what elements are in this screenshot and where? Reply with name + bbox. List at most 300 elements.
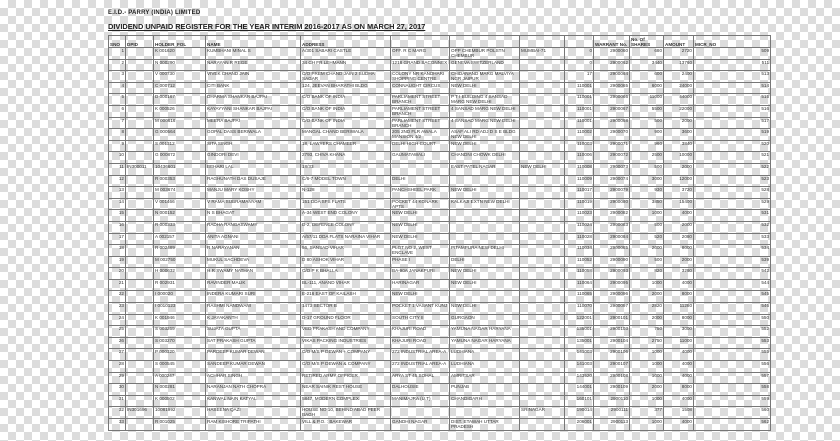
table-cell: 517: [694, 117, 771, 129]
table-cell: SRINAGAR: [520, 407, 565, 419]
table-cell: R NARAYANAN: [206, 245, 301, 257]
table-cell: [126, 337, 154, 349]
table-cell: RETIRED ARMY OFFICER: [301, 372, 391, 384]
table-cell: 500: [630, 221, 664, 233]
table-row: [109, 210, 771, 222]
table-cell: 529: [694, 198, 771, 210]
table-cell: 8000: [664, 314, 694, 326]
table-cell: ANITA AGNANI: [206, 233, 301, 245]
table-cell: C/O M/S P DEWAN + COMPANY: [301, 349, 391, 361]
table-cell: S 001312: [154, 140, 206, 152]
table-cell: 3720: [664, 187, 694, 199]
table-cell: 4000: [664, 279, 694, 291]
column-header: [391, 36, 450, 48]
table-cell: 32: [109, 407, 126, 419]
table-row: [109, 337, 771, 349]
table-row: [109, 221, 771, 233]
table-cell: RAM KISHORE TRIPATHI: [206, 419, 301, 431]
table-cell: SUJATA GUPTA: [206, 326, 301, 338]
table-cell: 2900079: [594, 187, 630, 199]
table-cell: 110058: [565, 268, 594, 280]
table-cell: 11: [109, 163, 126, 175]
table-cell: A 002157: [154, 233, 206, 245]
table-cell: 545: [694, 291, 771, 303]
table-cell: [391, 407, 450, 419]
table-cell: ACHHAR SINGH: [206, 372, 301, 384]
table-cell: [126, 395, 154, 407]
table-cell: 557: [694, 372, 771, 384]
table-cell: HARINAGAR: [391, 279, 450, 291]
table-row: [109, 384, 771, 396]
table-cell: 2000: [630, 314, 664, 326]
table-cell: 151 DDA SFS FLATS: [301, 198, 391, 210]
table-cell: 34 CH FR LEHMANN: [301, 59, 391, 71]
table-cell: 122001: [565, 314, 594, 326]
table-cell: 6000: [630, 82, 664, 94]
table-cell: PHASE I: [391, 256, 450, 268]
table-cell: 20: [109, 268, 126, 280]
table-cell: 110023: [565, 210, 594, 222]
table-cell: NARAYAN R REGE: [206, 59, 301, 71]
table-cell: 2750: [630, 337, 664, 349]
table-row: [109, 314, 771, 326]
table-cell: [520, 94, 565, 106]
table-cell: 4: [109, 82, 126, 94]
table-row: [109, 187, 771, 199]
table-cell: MUKUL SACHDEVA: [206, 256, 301, 268]
table-cell: 272 INDUSTRIAL AREA-A: [391, 361, 450, 373]
table-cell: 2900107: [594, 361, 630, 373]
table-cell: 3000: [664, 326, 694, 338]
table-cell: 520: [630, 233, 664, 245]
table-cell: 2900062: [594, 59, 630, 71]
table-cell: 3600: [664, 129, 694, 141]
table-cell: [126, 129, 154, 141]
table-cell: [520, 419, 565, 431]
column-header: SNO: [109, 36, 126, 48]
table-cell: 4000: [664, 372, 694, 384]
table-cell: 110019: [565, 198, 594, 210]
table-cell: 144001: [565, 384, 594, 396]
table-cell: 28: [109, 361, 126, 373]
table-cell: OPP CHEMBUR POLSTN CHEMBUR: [450, 48, 520, 60]
table-cell: N S BHAGAT: [206, 210, 301, 222]
table-cell: 2900093: [594, 268, 630, 280]
table-cell: [520, 105, 565, 117]
table-cell: 520: [694, 140, 771, 152]
table-cell: C/O M/S P DEWAN & COMPANY: [301, 361, 391, 373]
table-cell: 546: [694, 303, 771, 315]
table-cell: 519: [694, 129, 771, 141]
table-cell: [520, 71, 565, 83]
table-cell: VILL & P.O. : BAKEWAR: [301, 419, 391, 431]
table-cell: [450, 291, 520, 303]
table-cell: 160101: [565, 395, 594, 407]
table-cell: 4000: [664, 210, 694, 222]
table-cell: 533: [694, 233, 771, 245]
table-cell: A 000247: [154, 372, 206, 384]
table-cell: 2900090: [594, 256, 630, 268]
table-cell: 2900068: [594, 117, 630, 129]
table-cell: EAST PATEL NAGAR: [450, 163, 520, 175]
table-cell: DHARMA SHANKAR BAJPAI: [206, 94, 301, 106]
table-cell: K JAYAKANTH: [206, 314, 301, 326]
table-cell: 110070: [565, 303, 594, 315]
table-cell: CHIDANAND MARG MALVIYA NGR JAIPUR: [450, 71, 520, 83]
table-cell: [520, 59, 565, 71]
table-cell: 515: [694, 94, 771, 106]
table-cell: [126, 419, 154, 431]
table-cell: 135001: [565, 337, 594, 349]
table-cell: 24: [109, 314, 126, 326]
table-cell: POCKET 1 VASANT KUNJ: [391, 303, 450, 315]
table-cell: 550: [694, 314, 771, 326]
table-cell: DELHI HIGH COURT: [391, 140, 450, 152]
table-cell: [450, 221, 520, 233]
table-cell: GURGAON: [450, 314, 520, 326]
table-cell: A/57/11 DDA FLATS NARAINA VIHAR: [301, 233, 391, 245]
table-row: [109, 326, 771, 338]
table-cell: N 000152: [154, 210, 206, 222]
table-cell: [126, 361, 154, 373]
table-cell: C/O BANK OF INDIA: [301, 94, 391, 106]
table-cell: 110003: [565, 140, 594, 152]
table-cell: 555: [694, 349, 771, 361]
table-cell: [520, 326, 565, 338]
table-row: [109, 71, 771, 83]
table-cell: 15400: [664, 198, 694, 210]
table-cell: [126, 291, 154, 303]
table-cell: R 001025: [154, 419, 206, 431]
table-cell: D-2, DEFENCE COLONY: [301, 221, 391, 233]
table-cell: OFF. R C MARG: [391, 48, 450, 60]
table-cell: 3000: [630, 175, 664, 187]
table-cell: 562: [694, 419, 771, 431]
table-cell: 33: [109, 419, 126, 431]
table-cell: A/301 SABARI CASTLE: [301, 48, 391, 60]
table-cell: 553: [694, 337, 771, 349]
table-cell: 2793, CHIVA KHANA: [301, 152, 391, 164]
table-cell: NEW DELHI: [450, 140, 520, 152]
table-cell: [450, 407, 520, 419]
table-cell: K 001946: [154, 314, 206, 326]
table-cell: 8000: [664, 291, 694, 303]
table-cell: 17: [565, 71, 594, 83]
table-cell: [520, 129, 565, 141]
table-cell: 2900097: [594, 303, 630, 315]
table-cell: [520, 303, 565, 315]
table-cell: GANDHI NAGAR: [391, 419, 450, 431]
table-cell: 509: [694, 48, 771, 60]
table-cell: 1: [109, 48, 126, 60]
table-cell: 6: [109, 105, 126, 117]
table-row: [109, 175, 771, 187]
table-cell: [126, 59, 154, 71]
table-cell: 1000: [630, 279, 664, 291]
table-cell: 18, LAWYERS CHAMBER: [301, 140, 391, 152]
table-cell: 135001: [565, 326, 594, 338]
table-cell: 110008: [565, 163, 594, 175]
table-cell: 206001: [565, 419, 594, 431]
table-cell: DELHI: [450, 256, 520, 268]
table-cell: 2000: [630, 384, 664, 396]
table-cell: NEW DELHI: [391, 291, 450, 303]
register-document: [108, 10, 770, 431]
table-cell: 10: [109, 152, 126, 164]
table-cell: 531: [694, 210, 771, 222]
table-cell: DELHI: [391, 175, 450, 187]
table-cell: [126, 279, 154, 291]
company-name: E.I.D.- PARRY (INDIA) LIMITED: [108, 10, 201, 16]
column-header: [520, 36, 565, 48]
table-cell: CHANDNI CHOWK DELHI: [450, 152, 520, 164]
table-cell: 558: [694, 384, 771, 396]
table-cell: [520, 337, 565, 349]
table-cell: 2900103: [594, 326, 630, 338]
table-cell: 680: [630, 48, 664, 60]
table-cell: C/O BANK OF INDIA: [301, 105, 391, 117]
table-cell: RAGHUNATH DAS DUSAJE: [206, 175, 301, 187]
table-cell: C/O PREM CHAND JAIN 2 SUDHA SAGAR: [301, 71, 391, 83]
table-cell: [126, 175, 154, 187]
table-cell: 22000: [664, 105, 694, 117]
table-cell: PUNJAB: [450, 384, 520, 396]
table-cell: 2900072: [594, 152, 630, 164]
table-row: [109, 129, 771, 141]
table-cell: 534: [694, 245, 771, 257]
table-cell: NEW DELHI: [450, 303, 520, 315]
table-cell: GAUMATAWALI: [391, 152, 450, 164]
table-cell: 3840: [664, 140, 694, 152]
table-cell: R 002489: [154, 245, 206, 257]
table-cell: [126, 314, 154, 326]
table-cell: K 000502: [154, 395, 206, 407]
column-header: No. Of SHARES: [630, 36, 664, 48]
table-row: [109, 140, 771, 152]
table-cell: 556: [694, 361, 771, 373]
column-header: [565, 36, 594, 48]
table-cell: 500: [630, 117, 664, 129]
table-cell: 18/33: [301, 163, 391, 175]
table-cell: YAMUNA NAGAR HARYANA: [450, 326, 520, 338]
table-cell: HOUSE NO 10, BEHIND ABAD PEER BAGH: [301, 407, 391, 419]
table-row: [109, 372, 771, 384]
table-cell: [126, 71, 154, 83]
table-cell: 30: [109, 384, 126, 396]
table-cell: 205 2ND FLR AWALA MANSION 4/2: [391, 129, 450, 141]
table-cell: 110017: [565, 187, 594, 199]
table-cell: A-34 WEST END COLONY: [301, 210, 391, 222]
table-row: [109, 117, 771, 129]
table-row: [109, 291, 771, 303]
table-cell: [126, 326, 154, 338]
table-cell: VED PRAKASH AND COMPANY: [301, 326, 391, 338]
table-cell: NEW DELHI: [450, 268, 520, 280]
table-cell: KHAJURI ROAD: [391, 326, 450, 338]
table-cell: 27: [109, 349, 126, 361]
table-cell: 110052: [565, 256, 594, 268]
table-cell: 532: [694, 221, 771, 233]
table-cell: 542: [694, 268, 771, 280]
table-cell: 110001: [565, 82, 594, 94]
column-header: DPID: [126, 36, 154, 48]
table-cell: [520, 117, 565, 129]
table-cell: RAVINDER MALIK: [206, 279, 301, 291]
table-cell: 141003: [565, 361, 594, 373]
table-cell: COLONY NR KANDHARI SHOPPING CENTRE: [391, 71, 450, 83]
table-cell: KAYAYYANI SHANKAR BAJPAI: [206, 105, 301, 117]
table-cell: N 000290: [154, 59, 206, 71]
table-cell: PARLIAMENT STREET BRANCH: [391, 117, 450, 129]
table-cell: MANIMAJRA (U.T): [391, 395, 450, 407]
table-cell: [520, 152, 565, 164]
table-cell: NEW DELHI: [520, 163, 565, 175]
table-cell: NARANJAN NATH CHOPRA: [206, 384, 301, 396]
table-cell: VIVEK CHAND JAIN: [206, 71, 301, 83]
table-cell: CHANDIGARH: [450, 395, 520, 407]
table-cell: E-216 EAST OF KAILASH: [301, 291, 391, 303]
table-cell: V RAMA SUBRAMANYAM: [206, 198, 301, 210]
table-cell: [126, 256, 154, 268]
table-cell: 2000: [664, 117, 694, 129]
table-cell: NEW DELHI: [391, 233, 450, 245]
table-cell: 2900084: [594, 233, 630, 245]
table-cell: S 003270: [154, 337, 206, 349]
table-cell: 528: [694, 187, 771, 199]
table-cell: 2000: [664, 256, 694, 268]
column-header: MICR_NO: [694, 36, 771, 48]
table-cell: [520, 268, 565, 280]
table-cell: 2900111: [594, 407, 630, 419]
column-header: HOLDER_FOL: [154, 36, 206, 48]
table-cell: 21: [109, 279, 126, 291]
table-cell: LUDHIANA: [450, 349, 520, 361]
table-cell: 522: [694, 163, 771, 175]
table-cell: 110002: [565, 129, 594, 141]
table-cell: [520, 175, 565, 187]
table-cell: [520, 361, 565, 373]
table-cell: S 003269: [154, 326, 206, 338]
table-cell: [520, 372, 565, 384]
table-cell: 514: [694, 82, 771, 94]
table-cell: [520, 384, 565, 396]
table-cell: 2900096: [594, 291, 630, 303]
table-cell: 2900060: [594, 48, 630, 60]
table-cell: C/6-7 MODEL TOWN: [301, 175, 391, 187]
table-cell: 26: [109, 337, 126, 349]
table-cell: 2900110: [594, 395, 630, 407]
table-row: [109, 198, 771, 210]
table-cell: 2900071: [594, 140, 630, 152]
table-cell: 552: [694, 326, 771, 338]
table-cell: 4 SANSAD MARG NEW DELHI: [450, 105, 520, 117]
table-cell: 4000: [664, 419, 694, 431]
table-cell: 1473 SECTOR B: [301, 303, 391, 315]
table-cell: SANDEEP KUMAR DEWAN: [206, 361, 301, 373]
table-cell: NEW DELHI: [391, 221, 450, 233]
table-cell: 820: [630, 268, 664, 280]
table-cell: [520, 245, 565, 257]
table-cell: MANGAL CHAND BERIWALA: [301, 129, 391, 141]
table-cell: 18: [109, 245, 126, 257]
table-cell: [126, 245, 154, 257]
table-cell: DALHOUSIE: [391, 384, 450, 396]
table-cell: 2900070: [594, 129, 630, 141]
table-cell: 2000: [664, 221, 694, 233]
table-cell: 2500: [630, 152, 664, 164]
table-cell: 0: [565, 48, 594, 60]
table-cell: 56, SANSAD VIHAR: [301, 245, 391, 257]
table-row: [109, 395, 771, 407]
table-cell: PARLIAMENT STREET BRANCH: [391, 105, 450, 117]
table-cell: KANWAL NAIN KATYAL: [206, 395, 301, 407]
table-cell: [126, 303, 154, 315]
table-cell: D-17 GROUND FLOOR: [301, 314, 391, 326]
table-cell: [520, 349, 565, 361]
table-cell: P 000320: [154, 349, 206, 361]
table-cell: 7: [109, 117, 126, 129]
table-cell: 2900064: [594, 71, 630, 83]
column-header: NAME: [206, 36, 301, 48]
column-header: [450, 36, 520, 48]
table-cell: I 000020: [154, 291, 206, 303]
table-cell: 13: [109, 187, 126, 199]
table-cell: [126, 140, 154, 152]
table-cell: KHAJURI ROAD: [391, 337, 450, 349]
table-cell: [520, 291, 565, 303]
table-cell: 0: [565, 59, 594, 71]
table-cell: [126, 372, 154, 384]
table-cell: 19: [109, 256, 126, 268]
table-cell: 1000: [630, 395, 664, 407]
table-cell: 2720: [664, 48, 694, 60]
table-cell: 10436601: [154, 163, 206, 175]
table-cell: 3280: [664, 268, 694, 280]
table-cell: SAT PRAKASH GUPTA: [206, 337, 301, 349]
table-cell: 2: [109, 59, 126, 71]
table-cell: 1000: [630, 361, 664, 373]
table-row: [109, 59, 771, 71]
table-cell: RADHA RANGASWAMY: [206, 221, 301, 233]
table-cell: M 003674: [154, 187, 206, 199]
table-cell: M 002750: [154, 256, 206, 268]
table-row: [109, 94, 771, 106]
table-cell: 544: [694, 279, 771, 291]
table-cell: 513: [694, 71, 771, 83]
register-title: DIVIDEND UNPAID REGISTER FOR THE YEAR INTERIM 2016-2017 AS ON MARCH 27, 2017: [108, 22, 426, 31]
table-cell: 9: [109, 140, 126, 152]
table-cell: [450, 210, 520, 222]
table-cell: 930: [630, 187, 664, 199]
table-cell: [520, 140, 565, 152]
table-cell: IN300011: [126, 163, 154, 175]
table-cell: 110001: [565, 105, 594, 117]
table-cell: 1000: [630, 419, 664, 431]
table-cell: 500: [630, 256, 664, 268]
table-cell: [391, 163, 450, 175]
table-cell: [126, 384, 154, 396]
table-cell: [126, 82, 154, 94]
table-cell: 110001: [565, 94, 594, 106]
table-cell: 11280: [664, 303, 694, 315]
table-cell: 12000: [664, 175, 694, 187]
table-cell: K 001620: [154, 48, 206, 60]
table-cell: 2900083: [594, 221, 630, 233]
table-cell: 516: [694, 105, 771, 117]
table-header-row: [109, 36, 771, 48]
table-cell: [126, 210, 154, 222]
table-row: [109, 349, 771, 361]
